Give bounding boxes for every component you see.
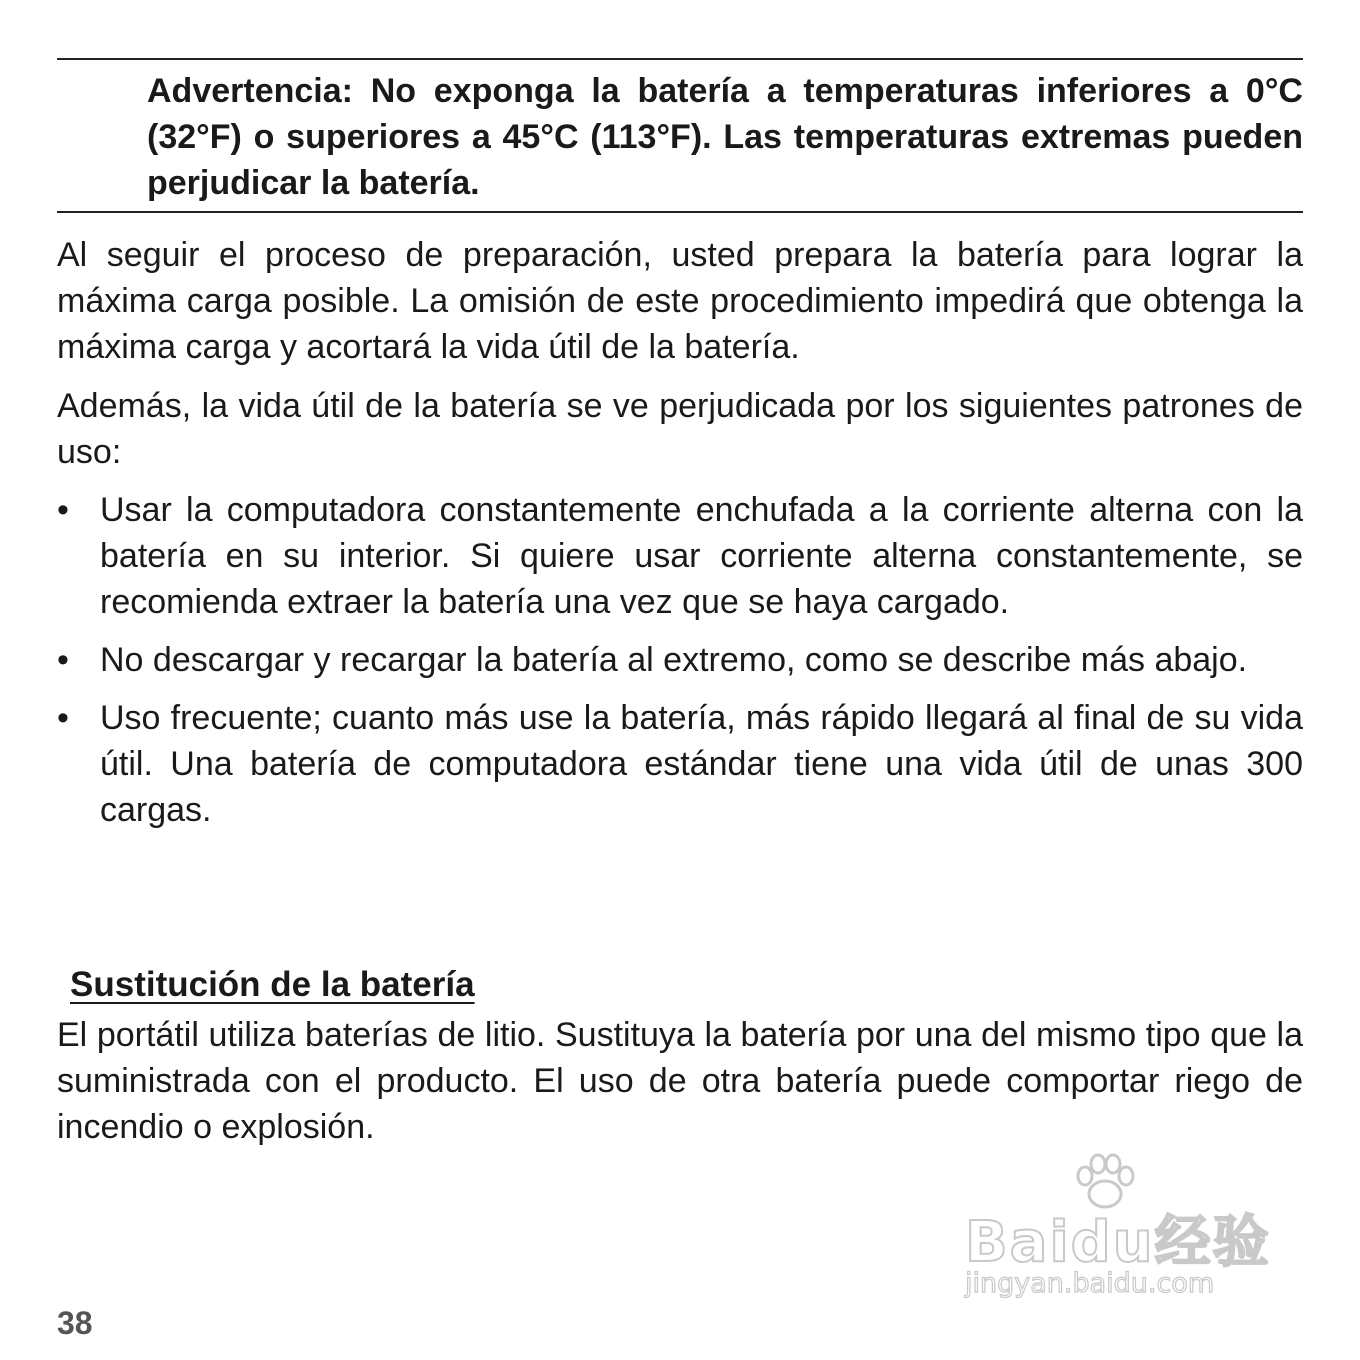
watermark-url: jingyan.baidu.com [965, 1268, 1215, 1299]
watermark-logo: Baidu经验 [965, 1210, 1271, 1275]
top-rule [57, 58, 1303, 60]
list-item [57, 637, 1303, 683]
bottom-rule [57, 211, 1303, 213]
paragraph-usage-patterns: Además, la vida útil de la batería se ve perjudicada por los siguientes patrones de uso: [57, 387, 1303, 471]
list-item-text: Usar la computadora constantemente enchufada a la corriente alterna con la batería en su interior. Si quiere usar corriente alterna constantemente, se recomienda extraer la batería una vez que se haya cargado. [100, 491, 1303, 621]
baidu-watermark [965, 1158, 1285, 1308]
list-item-text: No descargar y recargar la batería al extremo, como se describe más abajo. [100, 641, 1248, 679]
bullet-icon: • [57, 699, 69, 737]
paragraph-preparation: Al seguir el proceso de preparación, usted prepara la batería para lograr la máxima carga posible. La omisión de este procedimiento impedirá que obtenga la máxima carga y acortará la vida útil de la batería. [57, 236, 1303, 366]
list-item-text: Uso frecuente; cuanto más use la batería, más rápido llegará al final de su vida útil. Una batería de computadora estándar tiene una vida útil de unas 300 cargas. [100, 699, 1303, 829]
list-item [57, 487, 1303, 625]
usage-patterns-list [57, 487, 1303, 845]
section-heading: Sustitución de la batería [70, 965, 475, 1004]
paragraph-battery-replacement: El portátil utiliza baterías de litio. Sustituya la batería por una del mismo tipo que la suministrada con el producto. El uso de otra batería puede comportar riego de incendio o explosión. [57, 1016, 1303, 1146]
warning-note: Advertencia: No exponga la batería a temperaturas inferiores a 0°C (32°F) o superiores a 45°C (113°F). Las temperaturas extremas pueden perjudicar la batería. [147, 72, 1303, 202]
bullet-icon: • [57, 491, 69, 529]
list-item [57, 695, 1303, 833]
page-number: 38 [57, 1305, 93, 1341]
bullet-icon: • [57, 641, 69, 679]
